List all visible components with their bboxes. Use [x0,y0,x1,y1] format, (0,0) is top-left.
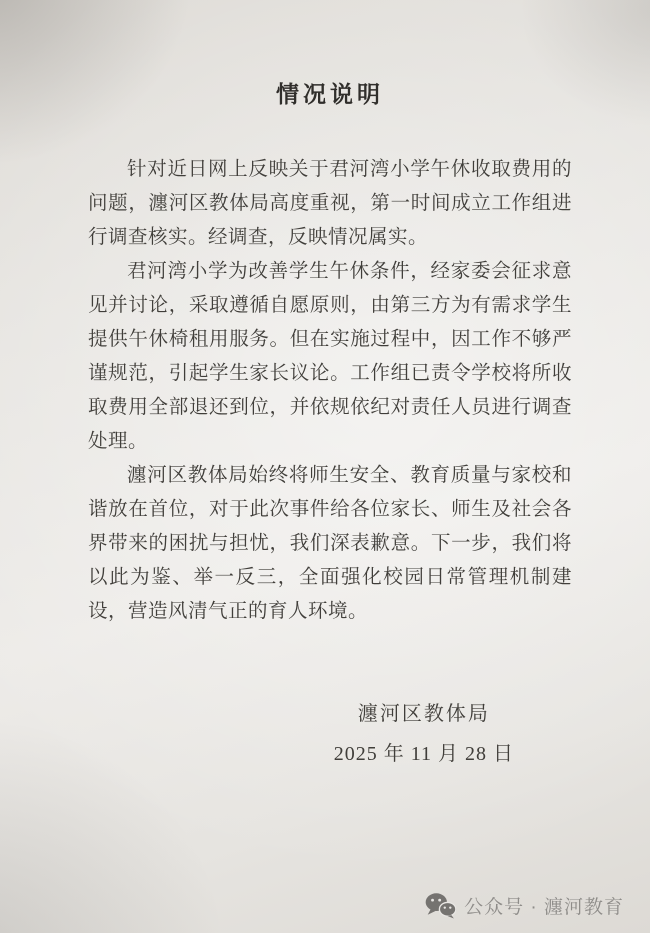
signature-block [334,701,514,768]
paragraph-2: 君河湾小学为改善学生午休条件，经家委会征求意见并讨论，采取遵循自愿原则，由第三方为有需求学生提供午休椅租用服务。但在实施过程中，因工作不够严谨规范，引起学生家长议论。工作组已责令学校将所收取费用全部退还到位，并依规依纪对责任人员进行调查处理。 [88,261,572,452]
paper-sheet [88,76,572,768]
signature-date: 2025 年 11 月 28 日 [333,743,514,765]
signature-organization: 瀍河区教体局 [357,703,490,725]
wechat-icon [425,892,456,919]
paragraph-3: 瀍河区教体局始终将师生安全、教育质量与家校和谐放在首位，对于此次事件给各位家长、师生及社会各界带来的困扰与担忧，我们深表歉意。下一步，我们将以此为鉴、举一反三，全面强化校园日常管理机制建设，营造风清气正的育人环境。 [88,465,572,622]
paragraph-1: 针对近日网上反映关于君河湾小学午休收取费用的问题，瀍河区教体局高度重视，第一时间成立工作组进行调查核实。经调查，反映情况属实。 [88,159,572,248]
document-title-text: 情况说明 [276,82,384,107]
document-body [88,153,572,629]
watermark [425,892,624,919]
watermark-text: 公众号 · 瀍河教育 [464,897,624,918]
document-title [88,76,572,109]
